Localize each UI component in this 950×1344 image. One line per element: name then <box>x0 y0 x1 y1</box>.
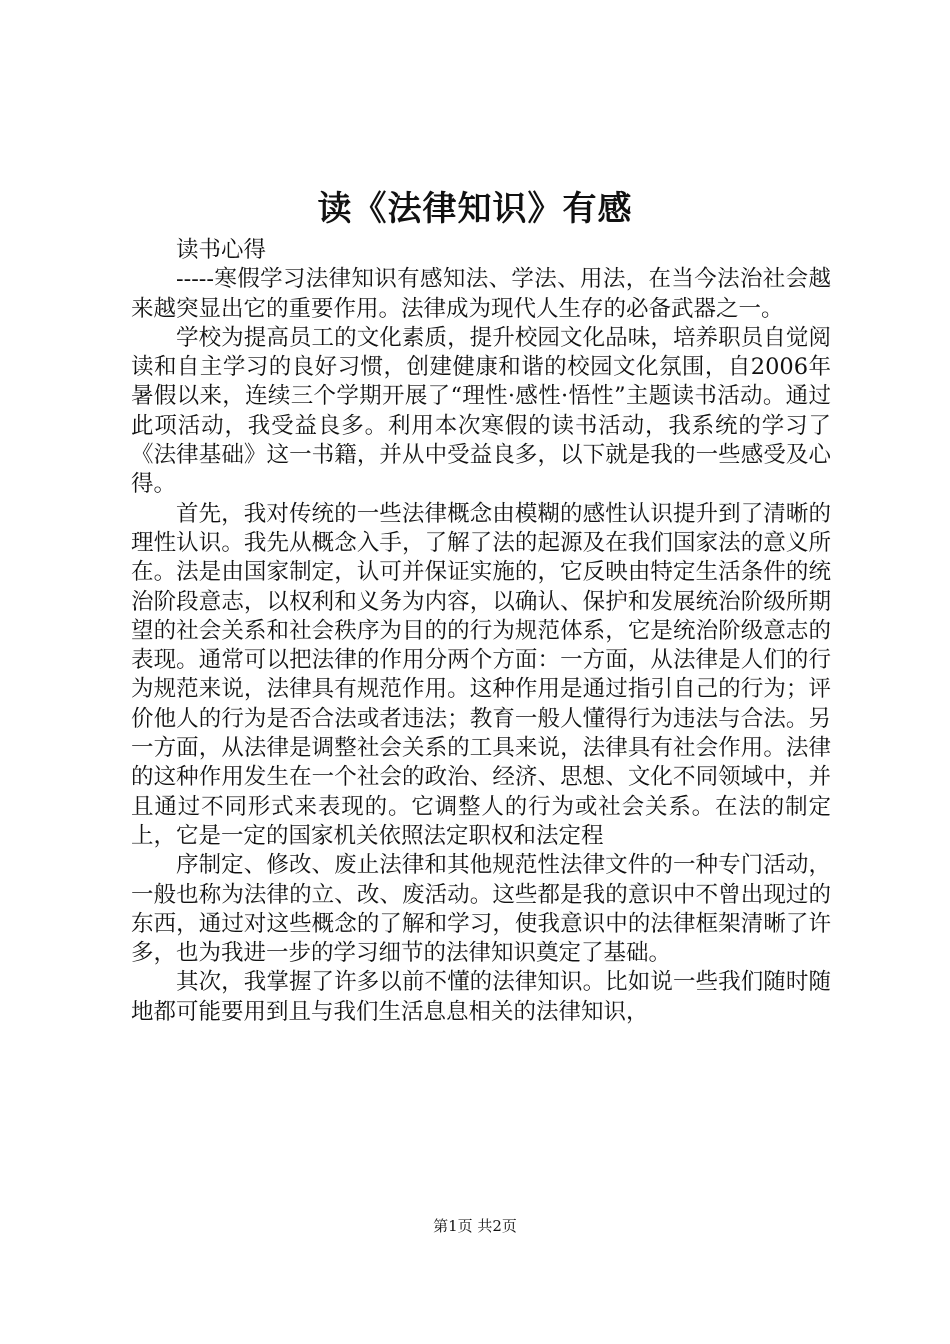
paragraph: 学校为提高员工的文化素质，提升校园文化品味，培养职员自觉阅读和自主学习的良好习惯，创建健康和谐的校园文化氛围，自2006年暑假以来，连续三个学期开展了“理性·感性·悟性”主题读书活动。通过此项活动，我受益良多。利用本次寒假的读书活动，我系统的学习了《法律基础》这一书籍，并从中受益良多，以下就是我的一些感受及心得。 <box>131 324 831 498</box>
paragraph: 其次，我掌握了许多以前不懂的法律知识。比如说一些我们随时随地都可能要用到且与我们生活息息相关的法律知识， <box>131 969 831 1025</box>
page-footer: 第1页 共2页 <box>433 1217 517 1235</box>
paragraph: 序制定、修改、废止法律和其他规范性法律文件的一种专门活动，一般也称为法律的立、改、废活动。这些都是我的意识中不曾出现过的东西，通过对这些概念的了解和学习，使我意识中的法律框架清晰了许多，也为我进一步的学习细节的法律知识奠定了基础。 <box>131 852 831 967</box>
paragraph-heading: 读书心得 <box>176 237 267 263</box>
document-title: 读《法律知识》有感 <box>317 189 633 229</box>
paragraph: -----寒假学习法律知识有感知法、学法、用法，在当今法治社会越来越突显出它的重要作用。法律成为现代人生存的必备武器之一。 <box>131 266 831 322</box>
document-body <box>131 236 831 1027</box>
paragraph: 首先，我对传统的一些法律概念由模糊的感性认识提升到了清晰的理性认识。我先从概念入手，了解了法的起源及在我们国家法的意义所在。法是由国家制定，认可并保证实施的，它反映由特定生活条件的统治阶段意志，以权利和义务为内容，以确认、保护和发展统治阶级所期望的社会关系和社会秩序为目的的行为规范体系，它是统治阶级意志的表现。通常可以把法律的作用分两个方面：一方面，从法律是人们的行为规范来说，法律具有规范作用。这种作用是通过指引自己的行为；评价他人的行为是否合法或者违法；教育一般人懂得行为违法与合法。另一方面，从法律是调整社会关系的工具来说，法律具有社会作用。法律的这种作用发生在一个社会的政治、经济、思想、文化不同领域中，并且通过不同形式来表现的。它调整人的行为或社会关系。在法的制定上，它是一定的国家机关依照法定职权和法定程 <box>131 500 831 849</box>
